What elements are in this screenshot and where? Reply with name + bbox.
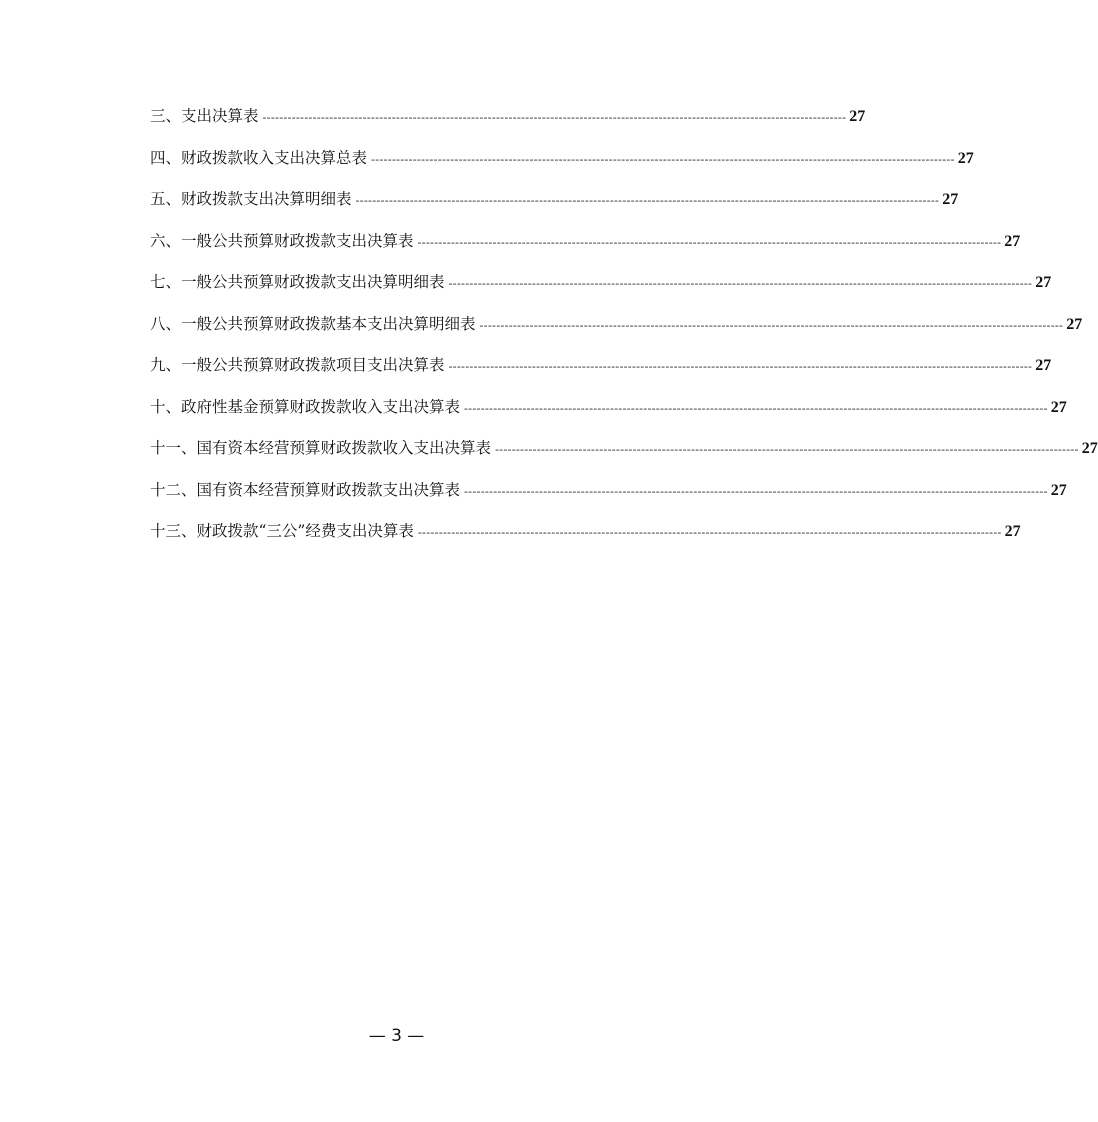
toc-entry-page: 27 <box>1004 232 1021 250</box>
toc-leader-dashes: -------------------------------------------------------------------------------------------------------------------------------------------- <box>464 484 1048 498</box>
toc-entry-page: 27 <box>1081 440 1098 457</box>
toc-entry-label: 十二、国有资本经营预算财政拨款支出决算表 <box>150 480 461 499</box>
toc-entry-label: 四、财政拨款收入支出决算总表 <box>150 148 368 167</box>
toc-leader-dashes: -------------------------------------------------------------------------------------------------------------------------------------------- <box>417 235 1002 249</box>
toc-leader-dashes: -------------------------------------------------------------------------------------------------------------------------------------------- <box>495 443 1079 456</box>
toc-entry[interactable] <box>150 353 1052 395</box>
toc-entry-label: 七、一般公共预算财政拨款支出决算明细表 <box>150 273 445 291</box>
toc-entry-label: 十一、国有资本经营预算财政拨款收入支出决算表 <box>150 439 492 457</box>
toc-entry-page: 27 <box>1035 357 1052 374</box>
toc-entry[interactable] <box>150 270 1052 312</box>
toc-entry-page: 27 <box>1050 481 1067 499</box>
toc-entry-page: 27 <box>1035 274 1052 291</box>
toc-entry[interactable] <box>150 187 959 229</box>
toc-leader-dashes: -------------------------------------------------------------------------------------------------------------------------------------------- <box>479 318 1064 332</box>
toc-leader-dashes: -------------------------------------------------------------------------------------------------------------------------------------------- <box>371 152 955 166</box>
toc-entry-page: 27 <box>1050 398 1067 416</box>
toc-entry-label: 九、一般公共预算财政拨款项目支出决算表 <box>150 356 445 374</box>
toc-entry-page: 27 <box>942 191 959 208</box>
toc-entry[interactable] <box>150 436 1098 478</box>
toc-leader-dashes: -------------------------------------------------------------------------------------------------------------------------------------------- <box>448 360 1033 373</box>
toc-entry-label: 五、财政拨款支出决算明细表 <box>150 190 352 208</box>
toc-leader-dashes: -------------------------------------------------------------------------------------------------------------------------------------------- <box>448 277 1033 290</box>
toc-leader-dashes: -------------------------------------------------------------------------------------------------------------------------------------------- <box>464 401 1048 415</box>
toc-entry-page: 27 <box>849 108 866 125</box>
toc-entry[interactable] <box>150 478 1067 520</box>
toc-entry[interactable] <box>150 519 1021 561</box>
toc-entry[interactable] <box>150 395 1067 437</box>
toc-entry-label: 六、一般公共预算财政拨款支出决算表 <box>150 231 414 250</box>
toc-leader-dashes: -------------------------------------------------------------------------------------------------------------------------------------------- <box>262 111 847 124</box>
table-of-contents <box>150 104 1098 561</box>
toc-leader-dashes: -------------------------------------------------------------------------------------------------------------------------------------------- <box>417 526 1002 539</box>
toc-entry[interactable] <box>150 229 1021 271</box>
toc-entry-label: 十三、财政拨款“三公”经费支出决算表 <box>150 522 414 540</box>
toc-entry[interactable] <box>150 104 866 146</box>
toc-entry[interactable] <box>150 146 974 188</box>
toc-entry[interactable] <box>150 312 1083 354</box>
toc-leader-dashes: -------------------------------------------------------------------------------------------------------------------------------------------- <box>355 194 940 207</box>
toc-entry-label: 八、一般公共预算财政拨款基本支出决算明细表 <box>150 314 476 333</box>
toc-entry-label: 三、支出决算表 <box>150 107 259 125</box>
toc-entry-page: 27 <box>1004 523 1021 540</box>
toc-entry-page: 27 <box>957 149 974 167</box>
toc-entry-page: 27 <box>1066 315 1083 333</box>
toc-entry-label: 十、政府性基金预算财政拨款收入支出决算表 <box>150 397 461 416</box>
page-number: — 3 — <box>368 1026 425 1046</box>
